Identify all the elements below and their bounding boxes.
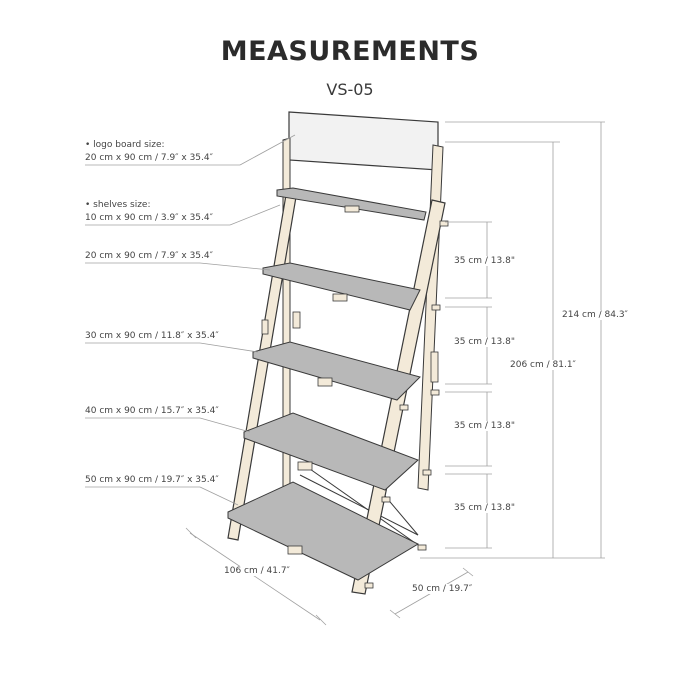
shelf-3 bbox=[253, 342, 420, 400]
shelf-1-support bbox=[345, 206, 359, 212]
spacing-3-label: 35 cm / 13.8" bbox=[454, 421, 515, 431]
shelf-4-size-label: 40 cm x 90 cm / 15.7″ x 35.4″ bbox=[85, 406, 219, 416]
shelves-heading: • shelves size: bbox=[85, 200, 151, 210]
width-label: 106 cm / 41.7″ bbox=[224, 566, 290, 576]
depth-label: 50 cm / 19.7″ bbox=[412, 584, 473, 594]
model-code: VS-05 bbox=[326, 80, 374, 99]
spacing-2-label: 35 cm / 13.8" bbox=[454, 337, 515, 347]
page-title: MEASUREMENTS bbox=[220, 36, 480, 67]
shelf-2-size-label: 20 cm x 90 cm / 7.9″ x 35.4″ bbox=[85, 251, 213, 261]
bracket bbox=[431, 352, 438, 382]
frame-height-label: 206 cm / 81.1″ bbox=[510, 360, 576, 370]
bracket bbox=[262, 320, 268, 334]
shelf-5-size-label: 50 cm x 90 cm / 19.7″ x 35.4″ bbox=[85, 475, 219, 485]
shelf-3-size-label: 30 cm x 90 cm / 11.8″ x 35.4″ bbox=[85, 331, 219, 341]
logo-size-label: 20 cm x 90 cm / 7.9″ x 35.4″ bbox=[85, 153, 213, 163]
shelf-5-support bbox=[288, 546, 302, 554]
shelf-1 bbox=[277, 188, 426, 220]
logo-heading: • logo board size: bbox=[85, 140, 165, 150]
shelf-1-size-label: 10 cm x 90 cm / 3.9″ x 35.4″ bbox=[85, 213, 213, 223]
shelf-4-support bbox=[298, 462, 312, 470]
logo-board bbox=[289, 112, 438, 170]
spacing-4-label: 35 cm / 13.8" bbox=[454, 503, 515, 513]
bracket bbox=[293, 312, 300, 328]
total-height-label: 214 cm / 84.3″ bbox=[562, 310, 628, 320]
shelf-3-support bbox=[318, 378, 332, 386]
shelf-2-support bbox=[333, 294, 347, 301]
spacing-1-label: 35 cm / 13.8" bbox=[454, 256, 515, 266]
